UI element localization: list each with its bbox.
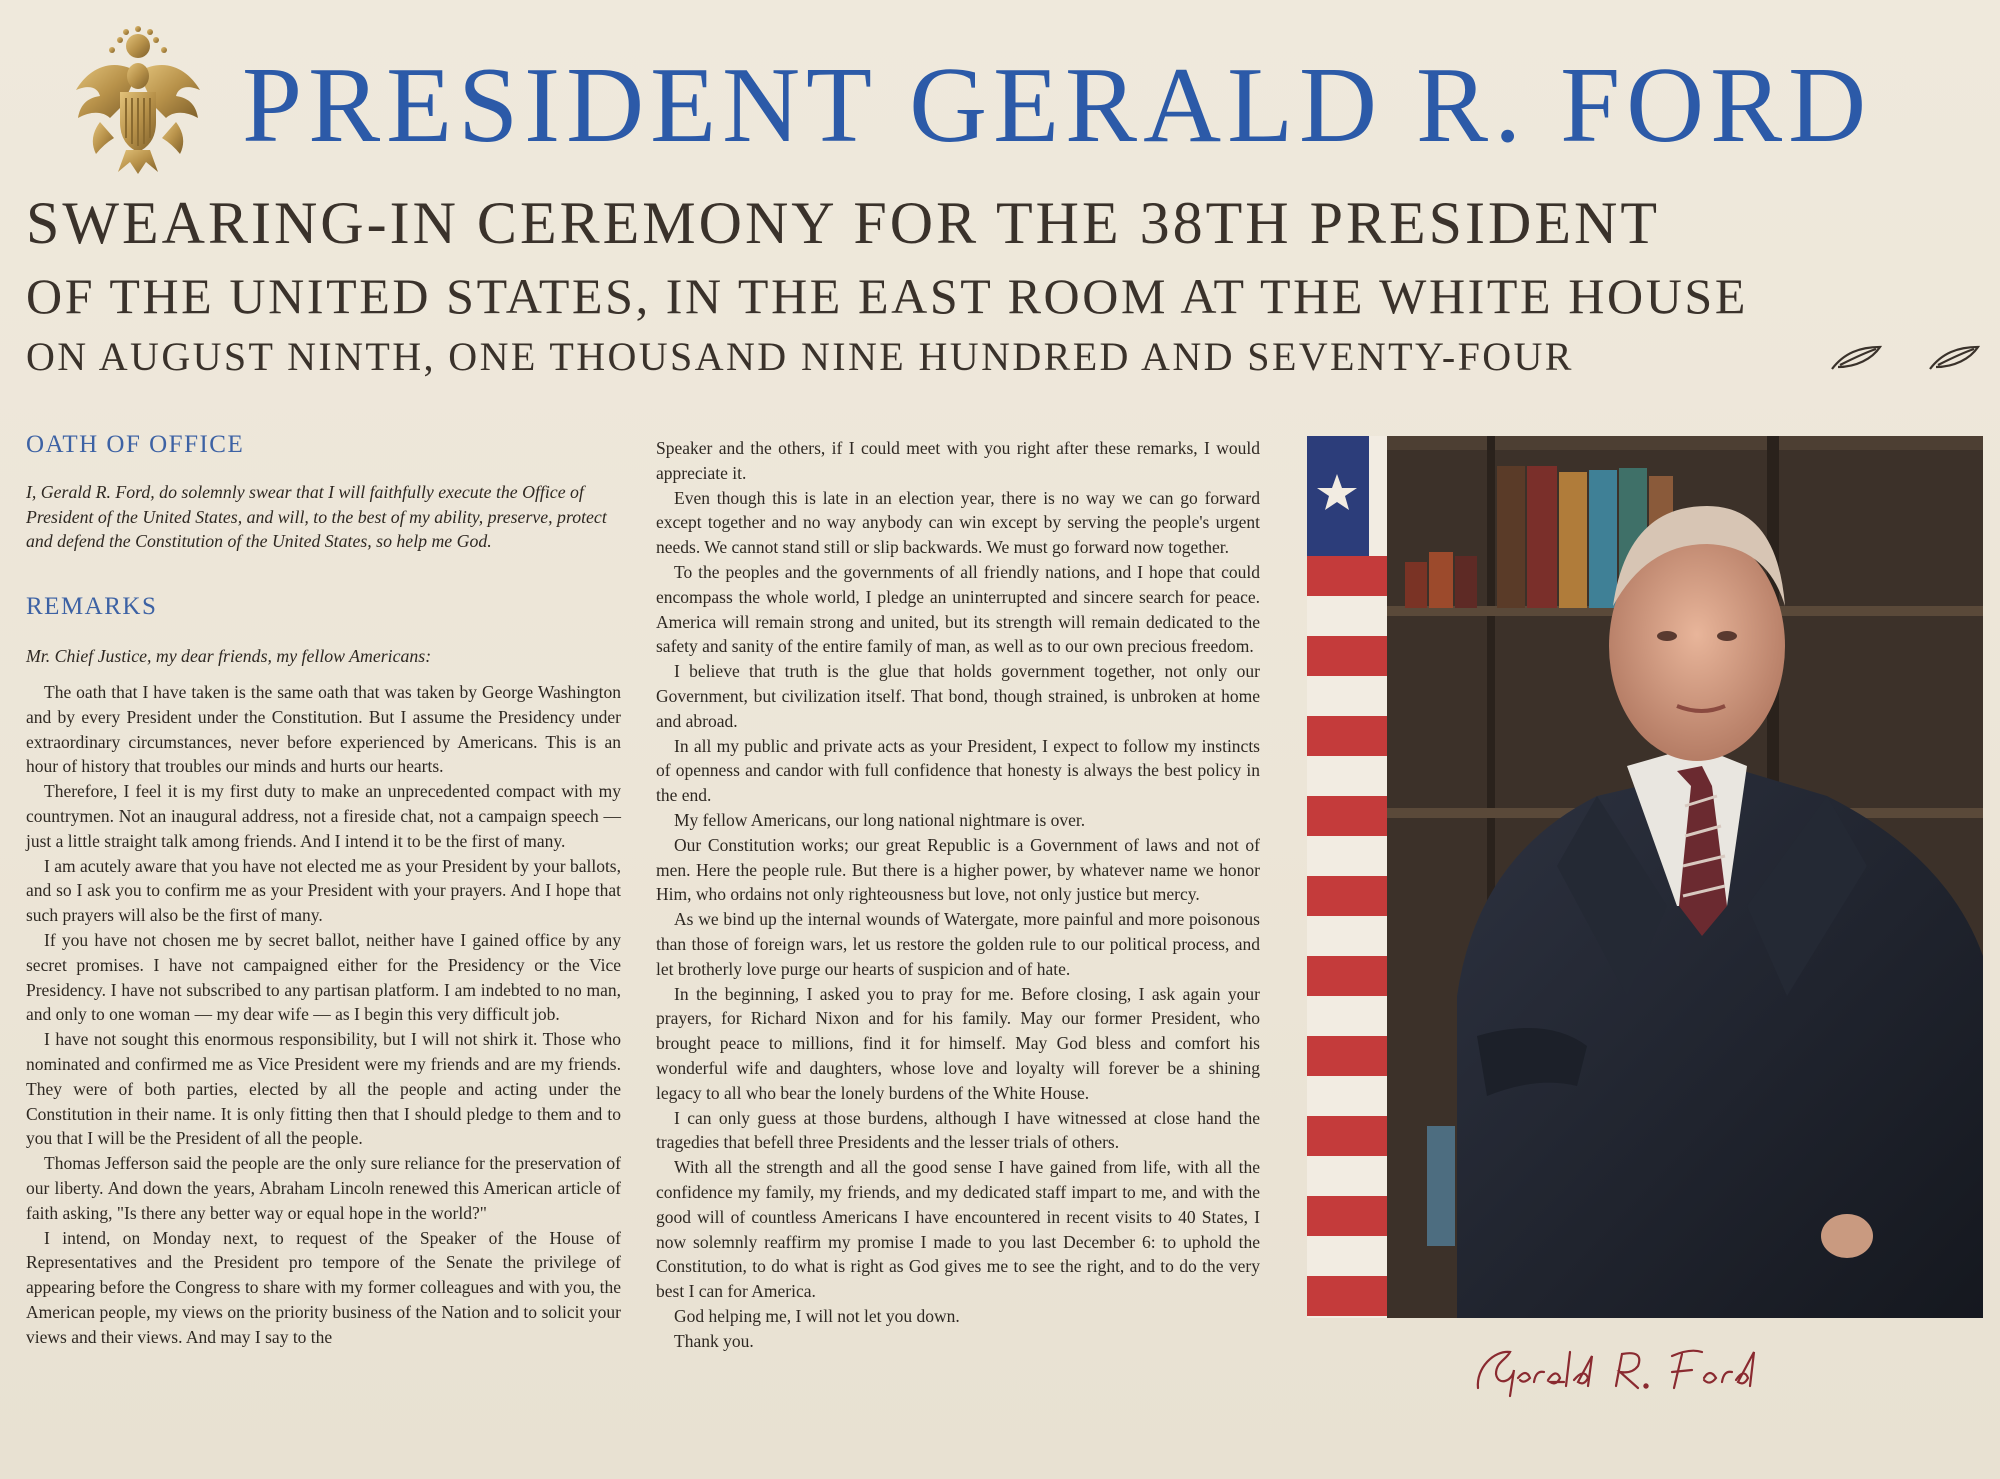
presidential-seal-icon bbox=[70, 26, 206, 176]
remarks-middle-column bbox=[656, 436, 1260, 1353]
remarks-heading: REMARKS bbox=[26, 593, 158, 620]
location-subtitle: OF THE UNITED STATES, IN THE EAST ROOM AT THE WHITE HOUSE bbox=[26, 268, 1748, 324]
remarks-paragraph: If you have not chosen me by secret ballot, neither have I gained office by any secret promises. I have not campaigned either for the Presidency or the Vice Presidency. I have not subscribed to any partisan platform. I am indebted to no man, and only to one woman — my dear wife — as I begin this very difficult job. bbox=[26, 929, 621, 1025]
remarks-paragraph: I can only guess at those burdens, although I have witnessed at close hand the tragedies that befell three Presidents and the lesser trials of others. bbox=[656, 1107, 1260, 1153]
remarks-paragraph: To the peoples and the governments of all friendly nations, and I hope that could encompass the whole world, I pledge an uninterrupted and sincere search for peace. America will remain strong and united, but its strength will remain dedicated to the safety and sanity of the entire family of man, as well as to our own precious freedom. bbox=[656, 561, 1260, 657]
salutation: Mr. Chief Justice, my dear friends, my fellow Americans: bbox=[26, 646, 432, 666]
portrait-photo bbox=[1307, 436, 1983, 1318]
leaf-flourish-icon bbox=[1828, 343, 1886, 373]
remarks-paragraph: Thank you. bbox=[674, 1330, 754, 1351]
remarks-paragraph: In the beginning, I asked you to pray for me. Before closing, I ask again your prayers, for Richard Nixon and for his family. May our former President, who brought peace to millions, find it for himself. May God bless and comfort his wonderful wife and daughters, whose love and loyalty will forever be a shining legacy to all who bear the lonely burdens of the White House. bbox=[656, 983, 1260, 1103]
remarks-paragraph: Thomas Jefferson said the people are the only sure reliance for the preservation of our liberty. And down the years, Abraham Lincoln renewed this American article of faith asking, "Is there any better way or equal hope in the world?" bbox=[26, 1153, 621, 1223]
remarks-paragraph: Speaker and the others, if I could meet with you right after these remarks, I would appreciate it. bbox=[656, 438, 1260, 483]
oath-heading: OATH OF OFFICE bbox=[26, 431, 245, 458]
remarks-paragraph: The oath that I have taken is the same oath that was taken by George Washington and by every President under the Constitution. But I assume the Presidency under extraordinary circumstances, never before experienced by Americans. This is an hour of history that troubles our minds and hurts our hearts. bbox=[26, 682, 621, 777]
remarks-paragraph: I have not sought this enormous responsibility, but I will not shirk it. Those who nominated and confirmed me as Vice President were my friends and are my friends. They were of both parties, elected by all the people and acting under the Constitution in their name. It is only fitting then that I should pledge to them and to you that I will be the President of all the people. bbox=[26, 1029, 621, 1149]
oath-text: I, Gerald R. Ford, do solemnly swear that I will faithfully execute the Office of President of the United States, and will, to the best of my ability, preserve, protect and defend the Constitution of the United States, so help me God. bbox=[26, 482, 607, 551]
remarks-paragraph: I intend, on Monday next, to request of the Speaker of the House of Representatives and the President pro tempore of the Senate the privilege of appearing before the Congress to share with my former colleagues and with you, the American people, my views on the priority business of the Nation and to solicit your views and their views. And may I say to the bbox=[26, 1227, 621, 1347]
remarks-paragraph: My fellow Americans, our long national nightmare is over. bbox=[674, 809, 1086, 830]
remarks-paragraph: Our Constitution works; our great Republic is a Government of laws and not of men. Here the people rule. But there is a higher power, by whatever name we honor Him, who ordains not only righteousness but love, not only justice but mercy. bbox=[656, 834, 1260, 905]
page-title: PRESIDENT GERALD R. FORD bbox=[242, 46, 1873, 165]
remarks-paragraph: God helping me, I will not let you down. bbox=[674, 1305, 960, 1326]
ceremony-subtitle: SWEARING-IN CEREMONY FOR THE 38TH PRESIDENT bbox=[26, 190, 1660, 256]
remarks-paragraph: With all the strength and all the good sense I have gained from life, with all the confidence my family, my friends, and my dedicated staff impart to me, and with the good will of countless Americans I have encountered in recent visits to 40 States, I now solemnly reaffirm my promise I made to you last December 6: to uphold the Constitution, to do what is right as God gives me to see the right, and to do the very best I can for America. bbox=[656, 1157, 1260, 1302]
remarks-paragraph: Even though this is late in an election year, there is no way we can go forward except together and no way anybody can win except by serving the people's urgent needs. We cannot stand still or slip backwards. We must go forward now together. bbox=[656, 487, 1260, 558]
date-subtitle: ON AUGUST NINTH, ONE THOUSAND NINE HUNDRED AND SEVENTY-FOUR bbox=[26, 334, 1574, 379]
remarks-paragraph: As we bind up the internal wounds of Watergate, more painful and more poisonous than those of foreign wars, let us restore the golden rule to our political process, and let brotherly love purge our hearts of suspicion and of hate. bbox=[656, 909, 1260, 979]
signature bbox=[1466, 1338, 1766, 1408]
remarks-paragraph: I am acutely aware that you have not elected me as your President by your ballots, and so I ask you to confirm me as your President with your prayers. And I hope that such prayers will also be the first of many. bbox=[26, 855, 621, 926]
leaf-flourish-icon bbox=[1926, 343, 1984, 373]
remarks-paragraph: I believe that truth is the glue that holds government together, not only our Government, but civilization itself. That bond, though strained, is unbroken at home and abroad. bbox=[656, 661, 1260, 731]
remarks-left-column bbox=[26, 680, 621, 1350]
remarks-paragraph: Therefore, I feel it is my first duty to make an unprecedented compact with my countrymen. Not an inaugural address, not a fireside chat, not a campaign speech — just a little straight talk among friends. And I intend it to be the first of many. bbox=[26, 781, 621, 851]
remarks-paragraph: In all my public and private acts as your President, I expect to follow my instincts of openness and candor with full confidence that honesty is always the best policy in the end. bbox=[656, 735, 1260, 806]
